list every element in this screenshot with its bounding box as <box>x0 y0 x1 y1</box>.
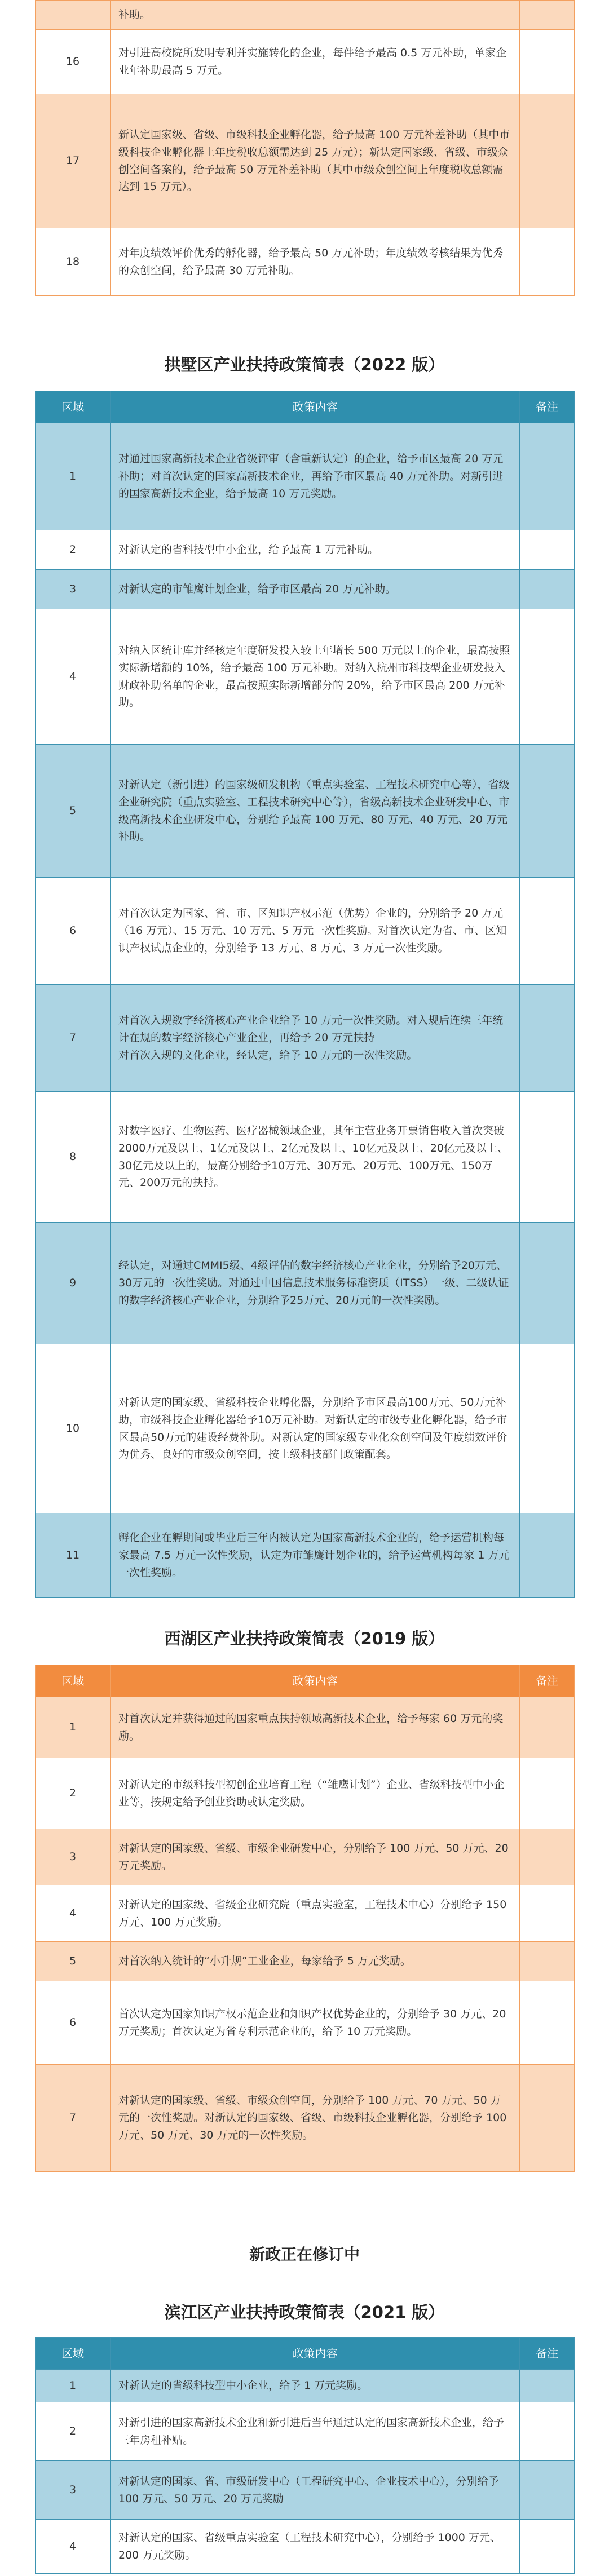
note-cell <box>520 1 575 30</box>
region-cell: 4 <box>36 2520 111 2574</box>
table-row <box>36 1697 575 1758</box>
region-cell: 1 <box>36 2370 111 2402</box>
table-row <box>36 94 575 228</box>
note-cell <box>520 2370 575 2402</box>
note-cell <box>520 878 575 985</box>
region-header: 区域 <box>36 2338 111 2370</box>
policy-content-cell: 对新认定（新引进）的国家级研发机构（重点实验室、工程技术研究中心等），省级企业研究院（重点实验室、工程技术研究中心等），省级高新技术企业研发中心、市级高新技术企业研发中心，分别给予最高 100 万元、80 万元、40 万元、20 万元补助。 <box>111 745 520 878</box>
gongshu-table-title: 拱墅区产业扶持政策简表（2022 版） <box>164 355 445 374</box>
table-row <box>36 985 575 1092</box>
note-cell <box>520 228 575 296</box>
table-header-row <box>36 1665 575 1697</box>
region-cell: 10 <box>36 1344 111 1513</box>
table-row <box>36 2520 575 2574</box>
content-header: 政策内容 <box>111 391 520 423</box>
note-cell <box>520 1223 575 1344</box>
table-row <box>36 2461 575 2520</box>
note-cell <box>520 30 575 94</box>
region-cell: 11 <box>36 1513 111 1598</box>
region-cell: 18 <box>36 228 111 296</box>
table-row <box>36 878 575 985</box>
policy-content-cell: 对纳入区统计库并经核定年度研发投入较上年增长 500 万元以上的企业，最高按照实际新增额的 10%，给予最高 100 万元补助。对纳入杭州市科技型企业研发投入财政补助名单的企业，最高按照实际新增部分的 20%，给予市区最高 200 万元补助。 <box>111 609 520 745</box>
note-cell <box>520 2065 575 2172</box>
policy-content-cell: 对引进高校院所发明专利并实施转化的企业，每件给予最高 0.5 万元补助，单家企业年补助最高 5 万元。 <box>111 30 520 94</box>
region-cell: 6 <box>36 1981 111 2065</box>
note-cell <box>520 1942 575 1981</box>
top-policy-table <box>35 0 575 296</box>
note-cell <box>520 2520 575 2574</box>
note-cell <box>520 1697 575 1758</box>
gongshu-policy-table <box>35 391 575 1598</box>
table-row <box>36 1942 575 1981</box>
policy-content-cell: 对数字医疗、生物医药、医疗器械领域企业，其年主营业务开票销售收入首次突破2000万元及以上、1亿元及以上、2亿元及以上、10亿元及以上、20亿元及以上、30亿元及以上的，最高分别给予10万元、30万元、20万元、100万元、150万元、200万元的扶持。 <box>111 1092 520 1223</box>
region-header: 区域 <box>36 391 111 423</box>
policy-content-cell: 对新认定的国家级、省级企业研究院（重点实验室，工程技术中心）分别给予 150 万元、100 万元奖励。 <box>111 1885 520 1942</box>
note-cell <box>520 1513 575 1598</box>
note-cell <box>520 2461 575 2520</box>
table-row <box>36 1 575 30</box>
note-cell <box>520 94 575 228</box>
policy-content-cell: 对新认定的省科技型中小企业，给予最高 1 万元补助。 <box>111 530 520 570</box>
region-cell: 8 <box>36 1092 111 1223</box>
policy-content-cell: 对新认定的国家级、省级、市级企业研发中心，分别给予 100 万元、50 万元、20 万元奖励。 <box>111 1829 520 1885</box>
region-cell: 6 <box>36 878 111 985</box>
region-cell: 5 <box>36 745 111 878</box>
content-header: 政策内容 <box>111 1665 520 1697</box>
region-cell: 17 <box>36 94 111 228</box>
table-row <box>36 228 575 296</box>
binjiang-table-title: 滨江区产业扶持政策简表（2021 版） <box>164 2303 445 2322</box>
region-cell: 9 <box>36 1223 111 1344</box>
region-cell: 1 <box>36 423 111 530</box>
table-header-row <box>36 391 575 423</box>
policy-content-cell: 对新认定的市级科技型初创企业培育工程（“雏鹰计划”）企业、省级科技型中小企业等，按规定给予创业资助或认定奖励。 <box>111 1758 520 1829</box>
policy-content-cell: 对新认定的国家、省、市级研发中心（工程研究中心、企业技术中心），分别给予 100 万元、50 万元、20 万元奖励 <box>111 2461 520 2520</box>
region-header: 区域 <box>36 1665 111 1697</box>
table-header-row <box>36 2338 575 2370</box>
policy-content-cell: 经认定，对通过CMMI5级、4级评估的数字经济核心产业企业，分别给予20万元、30万元的一次性奖励。对通过中国信息技术服务标准资质（ITSS）一级、二级认证的数字经济核心产业企业，分别给予25万元、20万元的一次性奖励。 <box>111 1223 520 1344</box>
region-cell: 3 <box>36 570 111 609</box>
note-cell <box>520 530 575 570</box>
note-cell <box>520 1092 575 1223</box>
policy-content-cell: 对新引进的国家高新技术企业和新引进后当年通过认定的国家高新技术企业，给予三年房租补贴。 <box>111 2402 520 2461</box>
region-cell: 2 <box>36 530 111 570</box>
region-cell: 2 <box>36 2402 111 2461</box>
policy-content-cell: 新认定国家级、省级、市级科技企业孵化器，给予最高 100 万元补差补助（其中市级科技企业孵化器上年度税收总额需达到 25 万元）；新认定国家级、省级、市级众创空间备案的，给予最高 50 万元补差补助（其中市级众创空间上年度税收总额需达到 15 万元）。 <box>111 94 520 228</box>
note-cell <box>520 1758 575 1829</box>
policy-content-cell: 首次认定为国家知识产权示范企业和知识产权优势企业的，分别给予 30 万元、20 万元奖励；首次认定为省专利示范企业的，给予 10 万元奖励。 <box>111 1981 520 2065</box>
policy-content-cell: 对新认定的国家、省级重点实验室（工程技术研究中心），分别给予 1000 万元、200 万元奖励。 <box>111 2520 520 2574</box>
note-cell <box>520 423 575 530</box>
table-row <box>36 1513 575 1598</box>
note-cell <box>520 1981 575 2065</box>
policy-content-cell: 对新认定的省级科技型中小企业，给予 1 万元奖励。 <box>111 2370 520 2402</box>
note-cell <box>520 745 575 878</box>
revision-notice: 新政正在修订中 <box>249 2245 360 2264</box>
table-row <box>36 1981 575 2065</box>
table-row <box>36 1092 575 1223</box>
policy-content-cell: 对首次认定并获得通过的国家重点扶持领域高新技术企业，给予每家 60 万元的奖励。 <box>111 1697 520 1758</box>
note-cell <box>520 2402 575 2461</box>
table-row <box>36 609 575 745</box>
region-cell: 2 <box>36 1758 111 1829</box>
table-row <box>36 423 575 530</box>
note-cell <box>520 1344 575 1513</box>
region-cell: 3 <box>36 2461 111 2520</box>
region-cell: 1 <box>36 1697 111 1758</box>
policy-content-cell: 对通过国家高新技术企业省级评审（含重新认定）的企业，给予市区最高 20 万元补助；对首次认定的国家高新技术企业，再给予市区最高 40 万元补助。对新引进的国家高新技术企业，给予最高 10 万元奖励。 <box>111 423 520 530</box>
region-cell: 4 <box>36 609 111 745</box>
policy-content-cell: 对首次纳入统计的“小升规”工业企业，每家给予 5 万元奖励。 <box>111 1942 520 1981</box>
region-cell <box>36 1 111 30</box>
note-header: 备注 <box>520 391 575 423</box>
table-row <box>36 2065 575 2172</box>
table-row <box>36 1829 575 1885</box>
policy-content-cell: 对新认定的国家级、省级科技企业孵化器，分别给予市区最高100万元、50万元补助，市级科技企业孵化器给予10万元补助。对新认定的市级专业化孵化器，给予市区最高50万元的建设经费补助。对新认定的国家级专业化众创空间及年度绩效评价为优秀、良好的市级众创空间，按上级科技部门政策配套。 <box>111 1344 520 1513</box>
xihu-table-title: 西湖区产业扶持政策简表（2019 版） <box>164 1629 445 1648</box>
table-row <box>36 30 575 94</box>
policy-content-cell: 对新认定的国家级、省级、市级众创空间，分别给予 100 万元、70 万元、50 万元的一次性奖励。对新认定的国家级、省级、市级科技企业孵化器，分别给予 100 万元、50 万元、30 万元的一次性奖励。 <box>111 2065 520 2172</box>
note-cell <box>520 609 575 745</box>
table-row <box>36 530 575 570</box>
region-cell: 16 <box>36 30 111 94</box>
policy-content-cell: 补助。 <box>111 1 520 30</box>
table-row <box>36 1223 575 1344</box>
table-row <box>36 745 575 878</box>
region-cell: 7 <box>36 985 111 1092</box>
policy-content-cell: 对年度绩效评价优秀的孵化器，给予最高 50 万元补助；年度绩效考核结果为优秀的众创空间，给予最高 30 万元补助。 <box>111 228 520 296</box>
region-cell: 7 <box>36 2065 111 2172</box>
table-row <box>36 570 575 609</box>
note-header: 备注 <box>520 2338 575 2370</box>
note-header: 备注 <box>520 1665 575 1697</box>
content-header: 政策内容 <box>111 2338 520 2370</box>
policy-content-cell: 对首次入规数字经济核心产业企业给予 10 万元一次性奖励。对入规后连续三年统计在规的数字经济核心产业企业，再给予 20 万元扶持 对首次入规的文化企业，经认定，给予 10 万元的一次性奖励。 <box>111 985 520 1092</box>
table-row <box>36 2402 575 2461</box>
policy-content-cell: 对新认定的市雏鹰计划企业，给予市区最高 20 万元补助。 <box>111 570 520 609</box>
policy-content-cell: 孵化企业在孵期间或毕业后三年内被认定为国家高新技术企业的，给予运营机构每家最高 7.5 万元一次性奖励，认定为市雏鹰计划企业的，给予运营机构每家 1 万元一次性奖励。 <box>111 1513 520 1598</box>
region-cell: 3 <box>36 1829 111 1885</box>
binjiang-policy-table <box>35 2337 575 2574</box>
note-cell <box>520 1829 575 1885</box>
note-cell <box>520 985 575 1092</box>
xihu-policy-table <box>35 1665 575 2172</box>
table-row <box>36 1344 575 1513</box>
note-cell <box>520 1885 575 1942</box>
table-row <box>36 1885 575 1942</box>
table-row <box>36 1758 575 1829</box>
policy-content-cell: 对首次认定为国家、省、市、区知识产权示范（优势）企业的，分别给予 20 万元（16 万元）、15 万元、10 万元、5 万元一次性奖励。对首次认定为省、市、区知识产权试点企业的，分别给予 13 万元、8 万元、3 万元一次性奖励。 <box>111 878 520 985</box>
region-cell: 4 <box>36 1885 111 1942</box>
table-row <box>36 2370 575 2402</box>
region-cell: 5 <box>36 1942 111 1981</box>
note-cell <box>520 570 575 609</box>
